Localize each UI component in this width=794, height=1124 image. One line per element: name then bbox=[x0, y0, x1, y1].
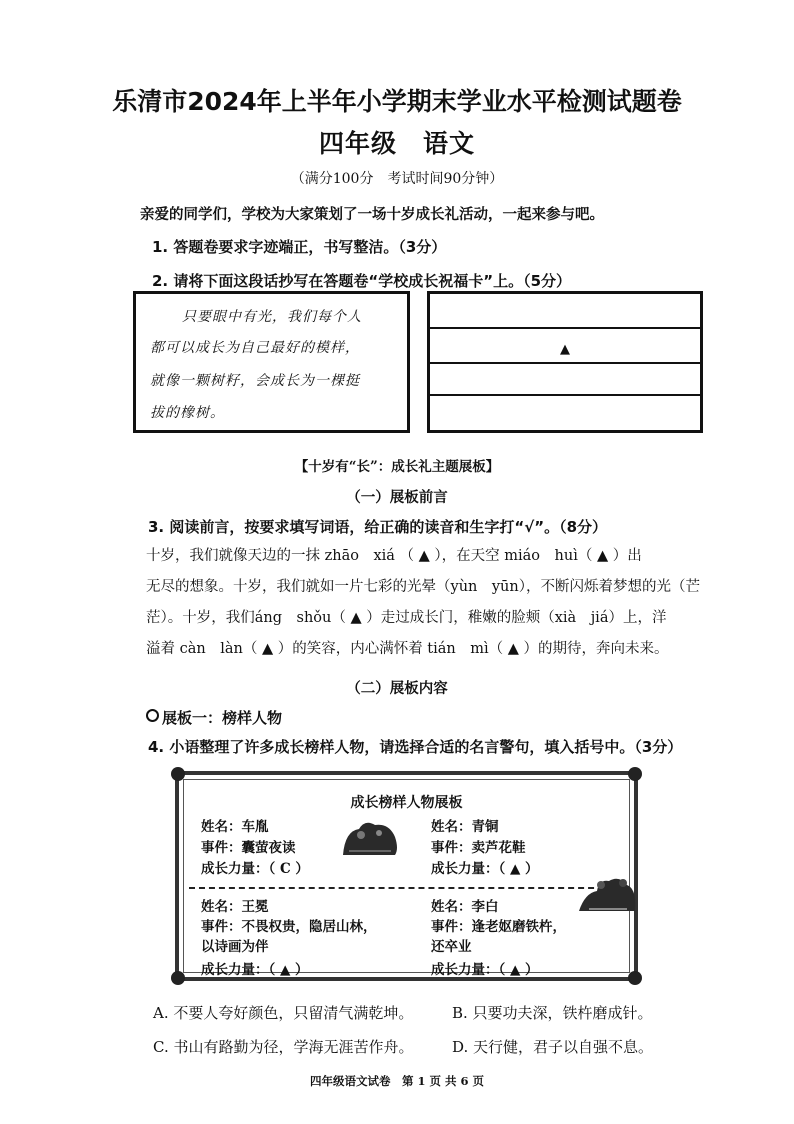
option-d: D. 天行健，君子以自强不息。 bbox=[452, 1038, 654, 1056]
copy-line-2: 都可以成长为自己最好的模样， bbox=[150, 340, 360, 356]
copy-line-4: 拔的橡树。 bbox=[150, 405, 225, 421]
person-card-3 bbox=[201, 897, 377, 980]
person-event: 事件：囊萤夜读 bbox=[201, 840, 296, 856]
panel-heading: 成长榜样人物展板 bbox=[350, 795, 463, 811]
person-event: 事件：卖芦花鞋 bbox=[431, 840, 526, 856]
q3-paragraph bbox=[146, 541, 736, 665]
board-1-label-text: 展板一：榜样人物 bbox=[162, 709, 283, 727]
person-name: 姓名：王冕 bbox=[201, 899, 269, 915]
person-event-cont: 以诗画为伴 bbox=[201, 939, 269, 955]
score-info: （满分100分 考试时间90分钟） bbox=[290, 171, 504, 187]
person-event-cont: 还卒业 bbox=[431, 939, 472, 955]
person-event: 事件：逢老妪磨铁杵， bbox=[431, 919, 566, 935]
firefly-reading-illustration bbox=[339, 817, 401, 859]
grinding-pestle-illustration bbox=[577, 871, 639, 915]
page-footer: 四年级语文试卷 第 1 页 共 6 页 bbox=[309, 1074, 485, 1088]
person-name: 姓名：车胤 bbox=[201, 819, 269, 835]
answer-line bbox=[430, 394, 700, 396]
section-1-heading: （一）展板前言 bbox=[346, 490, 448, 506]
person-name: 姓名：青铜 bbox=[431, 819, 499, 835]
person-power: 成长力量：（ ▲ ） bbox=[201, 962, 309, 978]
intro-text: 亲爱的同学们，学校为大家策划了一场十岁成长礼活动，一起来参与吧。 bbox=[140, 206, 604, 223]
person-card-1 bbox=[201, 817, 309, 880]
question-2: 2. 请将下面这段话抄写在答题卷“学校成长祝福卡”上。（5分） bbox=[152, 272, 572, 290]
copy-source-box bbox=[133, 291, 410, 433]
corner-ornament bbox=[171, 767, 185, 781]
q3-line-1: 十岁，我们就像天边的一抹 zhāo xiá （ ▲ ），在天空 miáo huì（ ▲ ）出 bbox=[146, 548, 642, 564]
question-1: 1. 答题卷要求字迹端正，书写整洁。（3分） bbox=[152, 238, 447, 256]
copy-line-3: 就像一颗树籽，会成长为一棵挺 bbox=[150, 373, 360, 389]
board-1-label bbox=[146, 707, 282, 728]
person-card-4 bbox=[431, 897, 566, 980]
person-event: 事件：不畏权贵，隐居山林， bbox=[201, 919, 377, 935]
board-title: 【十岁有“长”：成长礼主题展板】 bbox=[294, 459, 500, 475]
option-b: B. 只要功夫深，铁杵磨成针。 bbox=[452, 1004, 653, 1022]
role-model-panel bbox=[175, 771, 638, 981]
q3-line-4: 溢着 càn làn（ ▲ ）的笑容，内心满怀着 tián mì（ ▲ ）的期待，奔向未来。 bbox=[146, 641, 669, 657]
corner-ornament bbox=[171, 971, 185, 985]
person-card-2 bbox=[431, 817, 539, 880]
corner-ornament bbox=[628, 767, 642, 781]
answer-line bbox=[430, 362, 700, 364]
answer-line bbox=[430, 327, 700, 329]
section-2-heading: （二）展板内容 bbox=[346, 681, 448, 697]
panel-divider bbox=[189, 887, 624, 889]
copy-line-1: 只要眼中有光，我们每个人 bbox=[182, 309, 362, 325]
question-4: 4. 小语整理了许多成长榜样人物，请选择合适的名言警句，填入括号中。（3分） bbox=[148, 738, 683, 756]
person-power: 成长力量：（ ▲ ） bbox=[431, 962, 539, 978]
q3-line-2: 无尽的想象。十岁，我们就如一片七彩的光晕（yùn yūn），不断闪烁着梦想的光（芒 bbox=[146, 579, 700, 595]
option-c: C. 书山有路勤为径，学海无涯苦作舟。 bbox=[153, 1038, 414, 1056]
question-3: 3. 阅读前言，按要求填写词语，给正确的读音和生字打“√”。（8分） bbox=[148, 518, 608, 536]
person-power: 成长力量：（ C ） bbox=[201, 861, 309, 877]
person-name: 姓名：李白 bbox=[431, 899, 499, 915]
q3-line-3: 茫）。十岁，我们áng shǒu（ ▲ ）走过成长门，稚嫩的脸颊（xià jiá）上，洋 bbox=[146, 610, 667, 626]
exam-subtitle: 四年级 语文 bbox=[318, 129, 475, 158]
person-power: 成长力量：（ ▲ ） bbox=[431, 861, 539, 877]
option-a: A. 不要人夸好颜色，只留清气满乾坤。 bbox=[153, 1004, 414, 1022]
answer-marker: ▲ bbox=[560, 342, 570, 357]
bullet-icon bbox=[146, 709, 159, 722]
exam-title: 乐清市2024年上半年小学期末学业水平检测试题卷 bbox=[112, 87, 682, 116]
corner-ornament bbox=[628, 971, 642, 985]
answer-lines-box bbox=[427, 291, 703, 433]
